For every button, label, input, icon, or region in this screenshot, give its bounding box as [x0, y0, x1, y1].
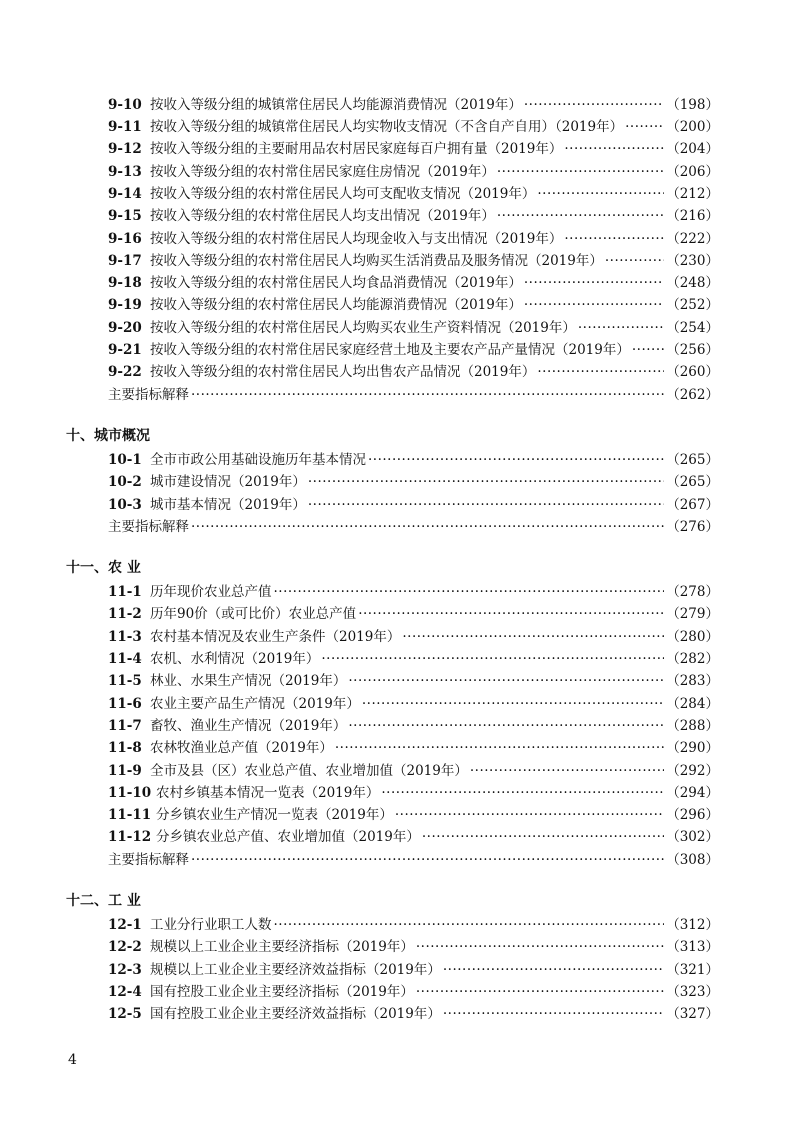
toc-entry[interactable] — [108, 955, 719, 977]
dot-leader — [402, 631, 664, 645]
entry-number: 11-5 — [108, 673, 142, 690]
entry-title: 全市市政公用基础设施历年基本情况 — [150, 451, 366, 468]
entry-number: 11-12 — [108, 829, 152, 846]
toc-entry[interactable] — [108, 600, 719, 622]
entry-page-number: （284） — [666, 695, 719, 712]
entry-page-number: （312） — [666, 917, 719, 933]
entry-title: 工业分行业职工人数 — [150, 917, 272, 933]
entry-page-number: （200） — [666, 119, 719, 136]
entry-number: 11-4 — [108, 651, 142, 668]
entry-title: 按收入等级分组的主要耐用品农村居民家庭每百户拥有量（2019年） — [150, 141, 563, 158]
entry-number: 11-1 — [108, 584, 142, 601]
dot-leader — [470, 765, 664, 779]
entry-page-number: （212） — [666, 185, 719, 202]
dot-leader — [274, 586, 665, 600]
entry-title: 农村乡镇基本情况一览表（2019年） — [156, 784, 380, 801]
entry-page-number: （204） — [666, 141, 719, 158]
dot-leader — [191, 389, 664, 403]
entry-number: 12-3 — [108, 961, 142, 978]
entry-title: 农机、水利情况（2019年） — [150, 651, 320, 668]
toc-entry[interactable] — [108, 335, 719, 357]
entry-page-number: （252） — [666, 297, 719, 314]
entry-title: 按收入等级分组的农村常住居民人均现金收入与支出情况（2019年） — [150, 230, 563, 247]
entry-page-number: （313） — [666, 939, 719, 956]
entry-number: 12-2 — [108, 939, 142, 956]
entry-title: 畜牧、渔业生产情况（2019年） — [150, 717, 347, 734]
toc-entry[interactable] — [108, 733, 719, 755]
toc-entry[interactable] — [108, 977, 719, 999]
entry-number: 9-16 — [108, 230, 142, 247]
toc-entry[interactable] — [108, 800, 719, 822]
entry-number: 11-3 — [108, 628, 142, 645]
section-gap — [108, 402, 719, 423]
entry-number: 9-18 — [108, 275, 142, 292]
dot-leader — [497, 166, 664, 180]
toc-entry[interactable] — [108, 179, 719, 201]
entry-number: 9-12 — [108, 141, 142, 158]
toc-entry[interactable] — [108, 756, 719, 778]
entry-title: 按收入等级分组的农村常住居民人均购买农业生产资料情况（2019年） — [150, 319, 576, 336]
dot-leader — [416, 986, 664, 1000]
dot-leader — [605, 255, 664, 269]
entry-page-number: （198） — [666, 96, 719, 113]
entry-page-number: （265） — [666, 451, 719, 468]
toc-entry[interactable] — [108, 201, 719, 223]
entry-page-number: （230） — [666, 252, 719, 269]
entry-number: 9-10 — [108, 96, 142, 113]
entry-number: 12-4 — [108, 983, 142, 1000]
entry-title: 国有控股工业企业主要经济指标（2019年） — [150, 983, 414, 1000]
toc-entry[interactable] — [108, 689, 719, 711]
dot-leader — [362, 698, 664, 712]
entry-page-number: （308） — [666, 851, 719, 868]
entry-title: 历年现价农业总产值 — [150, 584, 272, 601]
entry-title: 主要指标解释 — [108, 518, 189, 535]
dot-leader — [368, 454, 664, 468]
dot-leader — [578, 322, 664, 336]
entry-number: 9-20 — [108, 319, 142, 336]
dot-leader — [308, 499, 664, 513]
entry-title: 按收入等级分组的农村常住居民家庭经营土地及主要农产品产量情况（2019年） — [150, 342, 630, 359]
entry-page-number: （283） — [666, 673, 719, 690]
entry-page-number: （290） — [666, 740, 719, 757]
dot-leader — [321, 653, 664, 667]
entry-number: 10-3 — [108, 496, 142, 513]
entry-title: 规模以上工业企业主要经济指标（2019年） — [150, 939, 414, 956]
toc-entry[interactable] — [108, 135, 719, 157]
entry-page-number: （327） — [666, 1006, 719, 1023]
entry-title: 农业主要产品生产情况（2019年） — [150, 695, 360, 712]
entry-title: 按收入等级分组的农村常住居民人均能源消费情况（2019年） — [150, 297, 522, 314]
toc-entry[interactable] — [108, 157, 719, 179]
dot-leader — [348, 675, 664, 689]
entry-title: 农林牧渔业总产值（2019年） — [150, 740, 333, 757]
dot-leader — [416, 941, 664, 955]
entry-number: 12-5 — [108, 1006, 142, 1023]
entry-page-number: （276） — [666, 518, 719, 535]
toc-entry[interactable] — [108, 467, 719, 489]
entry-page-number: （280） — [666, 628, 719, 645]
entry-title: 主要指标解释 — [108, 386, 189, 403]
entry-page-number: （260） — [666, 364, 719, 381]
entry-number: 9-22 — [108, 364, 142, 381]
entry-number: 11-9 — [108, 762, 142, 779]
entry-page-number: （267） — [666, 496, 719, 513]
entry-number: 9-21 — [108, 342, 142, 359]
dot-leader — [537, 366, 664, 380]
dot-leader — [335, 742, 664, 756]
entry-number: 11-10 — [108, 784, 152, 801]
entry-title: 全市及县（区）农业总产值、农业增加值（2019年） — [150, 762, 468, 779]
entry-title: 城市基本情况（2019年） — [150, 496, 306, 513]
toc-entry[interactable] — [108, 711, 719, 733]
entry-number: 10-1 — [108, 451, 142, 468]
toc-entry[interactable] — [108, 644, 719, 666]
entry-page-number: （294） — [666, 784, 719, 801]
dot-leader — [308, 476, 664, 490]
entry-title: 分乡镇农业生产情况一览表（2019年） — [156, 807, 393, 824]
dot-leader — [395, 809, 664, 823]
entry-number: 11-7 — [108, 717, 142, 734]
toc-entry[interactable] — [108, 845, 719, 867]
entry-title: 按收入等级分组的城镇常住居民人均能源消费情况（2019年） — [150, 96, 522, 113]
entry-number: 9-11 — [108, 119, 142, 136]
toc-entry[interactable] — [108, 246, 719, 268]
entry-page-number: （262） — [666, 386, 719, 403]
toc-entry[interactable] — [108, 622, 719, 644]
entry-number: 9-15 — [108, 208, 142, 225]
entry-page-number: （296） — [666, 807, 719, 824]
dot-leader — [443, 1008, 664, 1022]
section-title: 十一、农 业 — [66, 560, 141, 577]
section-title: 十二、工 业 — [66, 893, 141, 910]
section-gap — [108, 534, 719, 555]
toc-entry[interactable] — [108, 999, 719, 1021]
toc-entry[interactable] — [108, 933, 719, 955]
toc-entry[interactable] — [108, 490, 719, 512]
entry-title: 国有控股工业企业主要经济效益指标（2019年） — [150, 1006, 441, 1023]
dot-leader — [524, 299, 664, 313]
entry-number: 11-6 — [108, 695, 142, 712]
entry-page-number: （292） — [666, 762, 719, 779]
dot-leader — [537, 188, 664, 202]
toc-entry[interactable] — [108, 291, 719, 313]
entry-title: 城市建设情况（2019年） — [150, 474, 306, 491]
page-number: 4 — [68, 1052, 77, 1068]
table-of-contents — [66, 90, 719, 1023]
toc-entry[interactable] — [108, 778, 719, 800]
entry-title: 按收入等级分组的城镇常住居民人均实物收支情况（不含自产自用）（2019年） — [150, 119, 624, 136]
toc-entry[interactable] — [108, 90, 719, 112]
dot-leader — [632, 344, 664, 358]
entry-number: 9-17 — [108, 252, 142, 269]
entry-title: 按收入等级分组的农村常住居民人均购买生活消费品及服务情况（2019年） — [150, 252, 603, 269]
dot-leader — [524, 277, 664, 291]
entry-title: 按收入等级分组的农村常住居民人均食品消费情况（2019年） — [150, 275, 522, 292]
entry-title: 主要指标解释 — [108, 851, 189, 868]
toc-entry[interactable] — [108, 268, 719, 290]
dot-leader — [191, 521, 664, 535]
entry-title: 分乡镇农业总产值、农业增加值（2019年） — [156, 829, 420, 846]
entry-title: 规模以上工业企业主要经济效益指标（2019年） — [150, 961, 441, 978]
entry-title: 林业、水果生产情况（2019年） — [150, 673, 347, 690]
entry-page-number: （265） — [666, 474, 719, 491]
entry-page-number: （254） — [666, 319, 719, 336]
entry-page-number: （248） — [666, 275, 719, 292]
entry-page-number: （256） — [666, 342, 719, 359]
entry-title: 历年90价（或可比价）农业总产值 — [150, 606, 357, 623]
toc-entry[interactable] — [108, 910, 719, 932]
entry-number: 11-8 — [108, 740, 142, 757]
entry-number: 9-19 — [108, 297, 142, 314]
dot-leader — [422, 831, 664, 845]
dot-leader — [274, 919, 665, 933]
entry-number: 11-11 — [108, 807, 152, 824]
toc-entry[interactable] — [108, 380, 719, 402]
section-title: 十、城市概况 — [66, 428, 150, 445]
toc-entry[interactable] — [108, 224, 719, 246]
entry-page-number: （279） — [666, 606, 719, 623]
toc-entry[interactable] — [108, 577, 719, 599]
entry-number: 12-1 — [108, 917, 142, 933]
entry-number: 9-14 — [108, 185, 142, 202]
dot-leader — [443, 964, 664, 978]
dot-leader — [381, 787, 664, 801]
entry-number: 10-2 — [108, 474, 142, 491]
entry-page-number: （282） — [666, 651, 719, 668]
entry-number: 11-2 — [108, 606, 142, 623]
toc-entry[interactable] — [108, 512, 719, 534]
toc-entry[interactable] — [108, 823, 719, 845]
entry-page-number: （216） — [666, 208, 719, 225]
entry-title: 按收入等级分组的农村常住居民人均支出情况（2019年） — [150, 208, 495, 225]
entry-page-number: （323） — [666, 983, 719, 1000]
entry-number: 9-13 — [108, 163, 142, 180]
toc-entry[interactable] — [108, 445, 719, 467]
entry-title: 按收入等级分组的农村常住居民人均出售农产品情况（2019年） — [150, 364, 536, 381]
toc-entry[interactable] — [108, 358, 719, 380]
dot-leader — [564, 233, 664, 247]
entry-page-number: （206） — [666, 163, 719, 180]
entry-page-number: （278） — [666, 584, 719, 601]
dot-leader — [348, 720, 664, 734]
dot-leader — [524, 99, 664, 113]
dot-leader — [358, 608, 664, 622]
toc-entry[interactable] — [108, 667, 719, 689]
toc-entry[interactable] — [108, 313, 719, 335]
entry-title: 农村基本情况及农业生产条件（2019年） — [150, 628, 401, 645]
entry-page-number: （302） — [666, 829, 719, 846]
toc-entry[interactable] — [108, 112, 719, 134]
section-gap — [108, 867, 719, 888]
entry-page-number: （288） — [666, 717, 719, 734]
dot-leader — [191, 854, 664, 868]
dot-leader — [497, 210, 664, 224]
entry-page-number: （222） — [666, 230, 719, 247]
entry-page-number: （321） — [666, 961, 719, 978]
dot-leader — [564, 143, 664, 157]
entry-title: 按收入等级分组的农村常住居民家庭住房情况（2019年） — [150, 163, 495, 180]
dot-leader — [625, 121, 664, 135]
entry-title: 按收入等级分组的农村常住居民人均可支配收支情况（2019年） — [150, 185, 536, 202]
